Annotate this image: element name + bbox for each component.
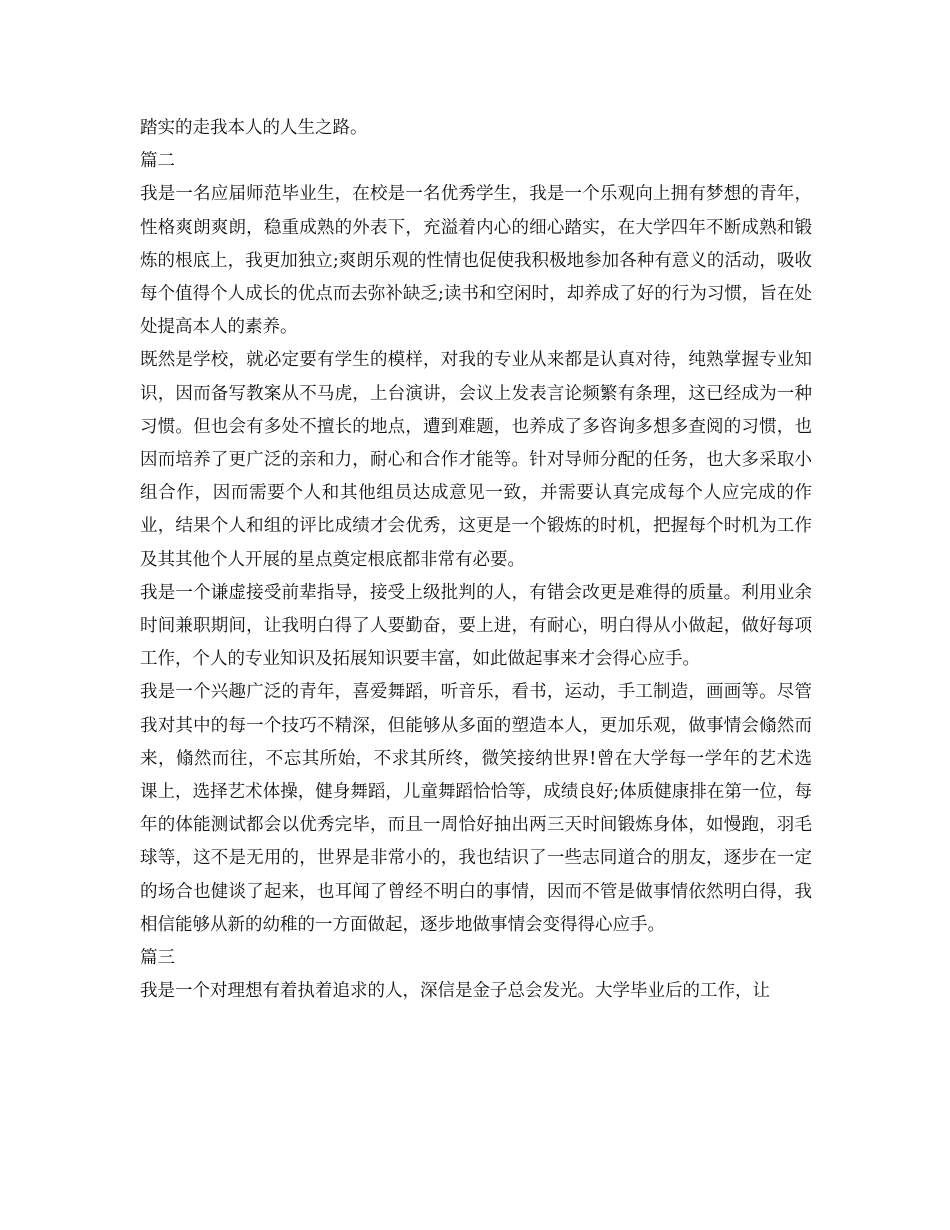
- section-heading-part-three: 篇三: [140, 948, 175, 969]
- paragraph: 我是一个对理想有着执着追求的人，深信是金子总会发光。大学毕业后的工作，让: [140, 981, 770, 1002]
- paragraph: 既然是学校，就必定要有学生的模样，对我的专业从来都是认真对待，纯熟掌握专业知识，因而备写教案从不马虎，上台演讲，会议上发表言论频繁有条理，这已经成为一种习惯。但也会有多处不擅长的地点，遭到难题，也养成了多咨询多想多查阅的习惯，也因而培养了更广泛的亲和力，耐心和合作才能等。针对导师分配的任务，也大多采取小组合作，因而需要个人和其他组员达成意见一致，并需要认真完成每个人应完成的作业，结果个人和组的评比成绩才会优秀，这更是一个锻炼的时机，把握每个时机为工作及其其他个人开展的星点奠定根底都非常有必要。: [140, 350, 812, 570]
- paragraph: 我是一个谦虚接受前辈指导，接受上级批判的人，有错会改更是难得的质量。利用业余时间兼职期间，让我明白得了人要勤奋，要上进，有耐心，明白得从小做起，做好每项工作，个人的专业知识及拓展知识要丰富，如此做起事来才会得心应手。: [140, 582, 812, 670]
- document-body: [140, 112, 812, 1008]
- section-heading-part-two: 篇二: [140, 151, 175, 172]
- paragraph-continuation: 踏实的走我本人的人生之路。: [140, 118, 368, 138]
- paragraph: 我是一个兴趣广泛的青年，喜爱舞蹈，听音乐，看书，运动，手工制造，画画等。尽管我对其中的每一个技巧不精深，但能够从多面的塑造本人，更加乐观，做事情会翛然而来，翛然而往，不忘其所始，不求其所终，微笑接纳世界!曾在大学每一学年的艺术选课上，选择艺术体操，健身舞蹈，儿童舞蹈恰恰等，成绩良好;体质健康排在第一位，每年的体能测试都会以优秀完毕，而且一周恰好抽出两三天时间锻炼身体，如慢跑，羽毛球等，这不是无用的，世界是非常小的，我也结识了一些志同道合的朋友，逐步在一定的场合也健谈了起来，也耳闻了曾经不明白的事情，因而不管是做事情依然明白得，我相信能够从新的幼稚的一方面做起，逐步地做事情会变得得心应手。: [140, 682, 812, 935]
- paragraph: 我是一名应届师范毕业生，在校是一名优秀学生，我是一个乐观向上拥有梦想的青年，性格爽朗爽朗，稳重成熟的外表下，充溢着内心的细心踏实，在大学四年不断成熟和锻炼的根底上，我更加独立;爽朗乐观的性情也促使我积极地参加各种有意义的活动，吸收每个值得个人成长的优点而去弥补缺乏;读书和空闲时，却养成了好的行为习惯，旨在处处提高本人的素养。: [140, 184, 812, 338]
